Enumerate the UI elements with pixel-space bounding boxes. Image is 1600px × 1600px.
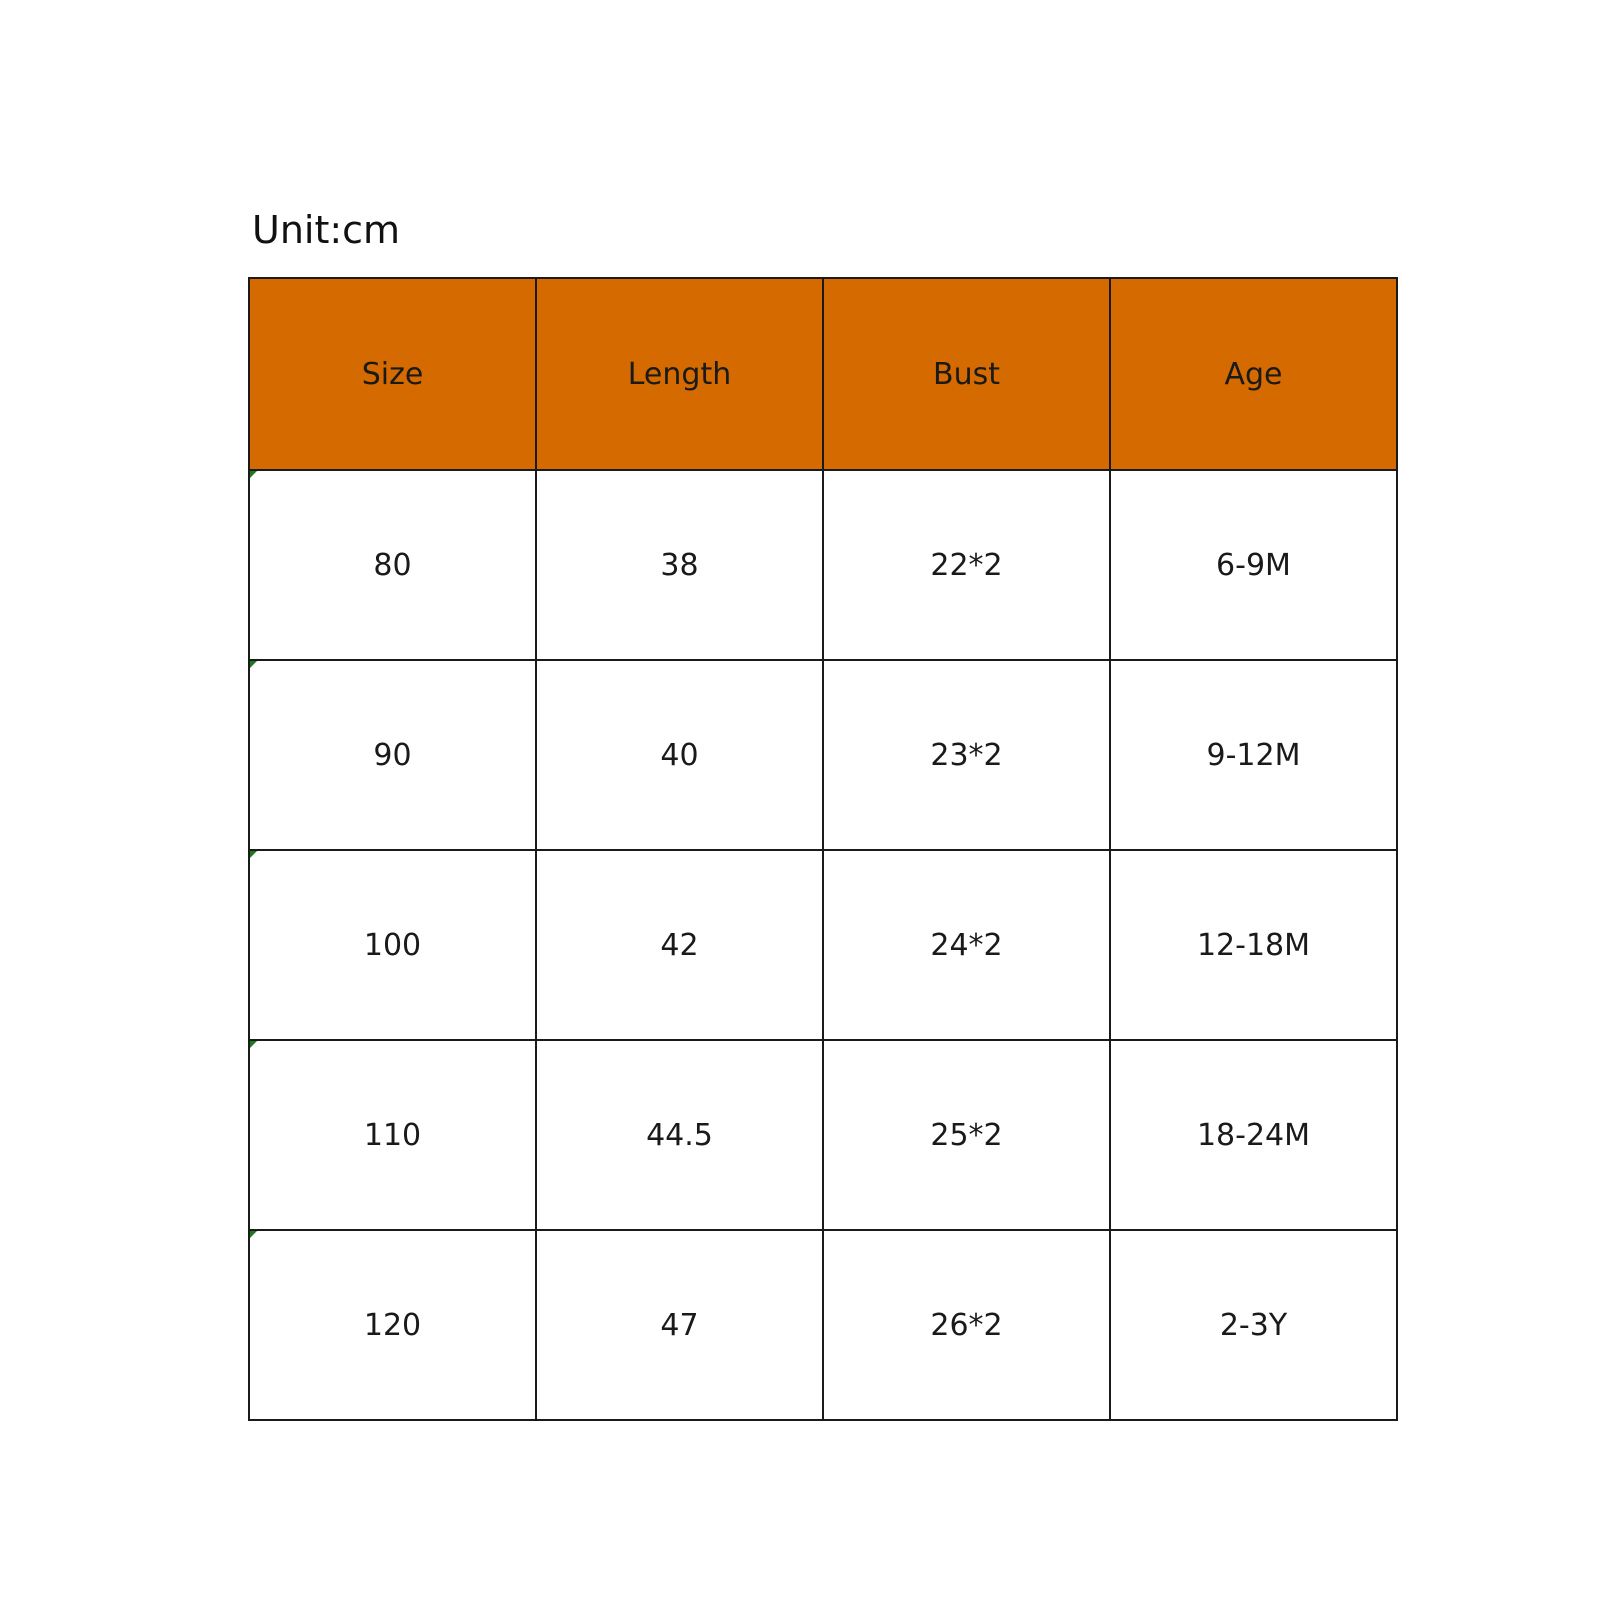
cell-bust: 26*2 [823, 1230, 1110, 1420]
cell-length: 38 [536, 470, 823, 660]
header-size: Size [249, 278, 536, 470]
cell-age: 18-24M [1110, 1040, 1397, 1230]
table-row [249, 1230, 1397, 1420]
table-row [249, 1040, 1397, 1230]
cell-age: 9-12M [1110, 660, 1397, 850]
cell-size-value: 110 [363, 1117, 422, 1153]
cell-size-value: 90 [373, 737, 412, 773]
table-row [249, 850, 1397, 1040]
cell-corner-marker [250, 661, 257, 668]
header-length: Length [536, 278, 823, 470]
size-chart-table [248, 277, 1398, 1421]
cell-size-value: 80 [373, 547, 412, 583]
cell-corner-marker [250, 851, 257, 858]
unit-label: Unit:cm [252, 208, 401, 252]
cell-size-value: 120 [363, 1307, 422, 1343]
cell-size [249, 470, 536, 660]
cell-length: 44.5 [536, 1040, 823, 1230]
cell-age: 12-18M [1110, 850, 1397, 1040]
cell-bust: 23*2 [823, 660, 1110, 850]
cell-corner-marker [250, 1041, 257, 1048]
cell-corner-marker [250, 1231, 257, 1238]
cell-length: 42 [536, 850, 823, 1040]
cell-size [249, 1230, 536, 1420]
cell-bust: 24*2 [823, 850, 1110, 1040]
table-header-row [249, 278, 1397, 470]
cell-size [249, 850, 536, 1040]
cell-size [249, 1040, 536, 1230]
cell-bust: 25*2 [823, 1040, 1110, 1230]
cell-corner-marker [250, 471, 257, 478]
cell-bust: 22*2 [823, 470, 1110, 660]
cell-length: 47 [536, 1230, 823, 1420]
cell-size-value: 100 [363, 927, 422, 963]
cell-age: 6-9M [1110, 470, 1397, 660]
cell-length: 40 [536, 660, 823, 850]
cell-age: 2-3Y [1110, 1230, 1397, 1420]
table-row [249, 660, 1397, 850]
table-row [249, 470, 1397, 660]
header-bust: Bust [823, 278, 1110, 470]
header-age: Age [1110, 278, 1397, 470]
cell-size [249, 660, 536, 850]
